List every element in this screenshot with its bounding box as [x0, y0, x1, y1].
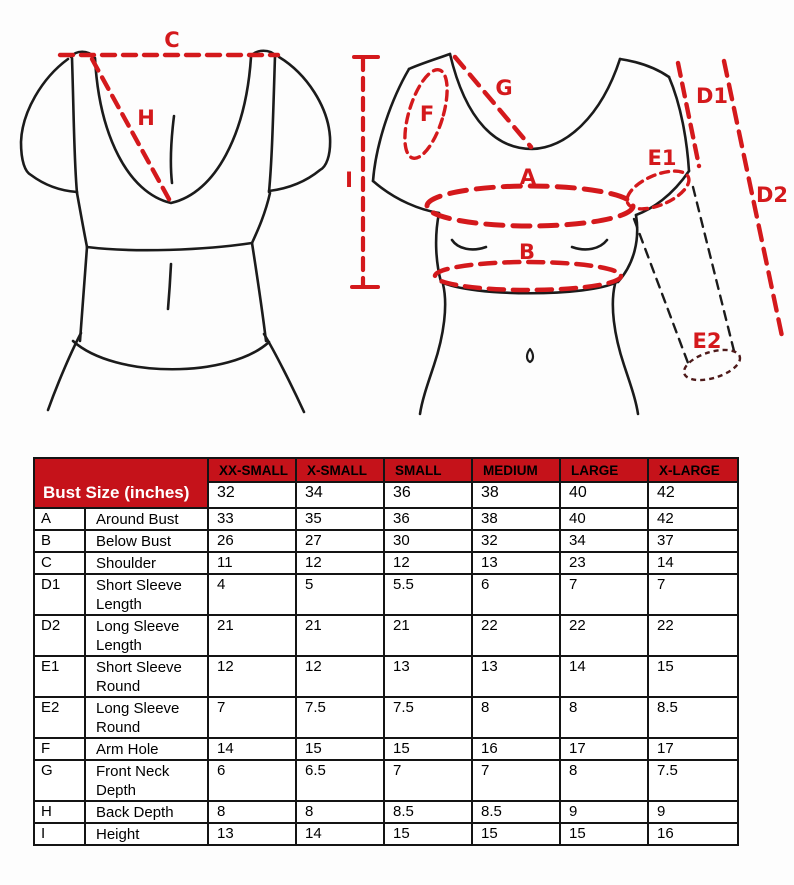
size-header-row: [34, 458, 738, 482]
front-left-sleeve-hem: [373, 181, 439, 213]
measure-code: H: [34, 801, 85, 823]
measure-value: 6: [208, 760, 296, 801]
measure-value: 15: [384, 823, 472, 845]
label-e1: E1: [647, 146, 677, 170]
measure-value: 33: [208, 508, 296, 530]
measure-ellipse-b-below-bust: [435, 262, 621, 290]
front-neckline: [450, 54, 620, 149]
front-right-bust-side: [618, 215, 637, 282]
back-right-sleeve: [269, 57, 330, 191]
back-left-armhole: [72, 58, 77, 193]
measure-value: 14: [296, 823, 384, 845]
measure-ellipse-e1-sleeve-round: [622, 163, 694, 216]
front-left-shoulder: [409, 54, 450, 69]
measure-code: F: [34, 738, 85, 760]
measure-label: Arm Hole: [85, 738, 208, 760]
measure-label: Shoulder: [85, 552, 208, 574]
size-table: [33, 457, 739, 846]
measure-value: 15: [472, 823, 560, 845]
measure-code: B: [34, 530, 85, 552]
navel: [527, 349, 533, 362]
bust-value: 34: [296, 482, 384, 508]
bust-value: 40: [560, 482, 648, 508]
measure-label: Height: [85, 823, 208, 845]
measure-value: 21: [384, 615, 472, 656]
measure-value: 8.5: [384, 801, 472, 823]
measure-value: 15: [648, 656, 738, 697]
back-spine-upper: [171, 116, 174, 183]
measure-value: 7: [560, 574, 648, 615]
measure-value: 14: [560, 656, 648, 697]
front-view-figure: [345, 54, 788, 414]
bust-value: 42: [648, 482, 738, 508]
measure-value: 8: [560, 760, 648, 801]
measure-value: 13: [472, 656, 560, 697]
measure-value: 15: [296, 738, 384, 760]
front-left-lower-side: [420, 284, 445, 414]
measure-value: 36: [384, 508, 472, 530]
measure-line-h-back-depth: [92, 59, 170, 201]
size-col-header-x-large: X-LARGE: [648, 458, 738, 482]
back-right-hip-flare: [264, 334, 304, 412]
long-sleeve-dashed-left-edge: [634, 219, 688, 363]
table-row-f: [34, 738, 738, 760]
measure-value: 8.5: [648, 697, 738, 738]
measure-value: 17: [648, 738, 738, 760]
table-row-d1: [34, 574, 738, 615]
label-e2: E2: [692, 329, 722, 353]
measure-value: 7.5: [296, 697, 384, 738]
measure-value: 17: [560, 738, 648, 760]
table-row-a: [34, 508, 738, 530]
measure-code: A: [34, 508, 85, 530]
measure-value: 35: [296, 508, 384, 530]
table-row-e1: [34, 656, 738, 697]
measure-value: 8: [296, 801, 384, 823]
measure-value: 27: [296, 530, 384, 552]
measure-label: Short Sleeve Length: [85, 574, 208, 615]
back-right-side: [252, 193, 270, 243]
measure-code: E1: [34, 656, 85, 697]
measure-value: 13: [208, 823, 296, 845]
measure-value: 4: [208, 574, 296, 615]
back-left-sleeve: [21, 59, 77, 192]
label-a: A: [519, 165, 537, 189]
measure-label: Long Sleeve Length: [85, 615, 208, 656]
table-row-b: [34, 530, 738, 552]
measure-value: 5: [296, 574, 384, 615]
label-b: B: [518, 240, 536, 264]
measure-value: 12: [296, 552, 384, 574]
table-row-g: [34, 760, 738, 801]
label-c: C: [164, 28, 180, 52]
label-f: F: [419, 102, 435, 126]
back-right-armhole: [269, 56, 275, 192]
measure-value: 8.5: [472, 801, 560, 823]
measure-label: Below Bust: [85, 530, 208, 552]
size-col-header-x-small: X-SMALL: [296, 458, 384, 482]
measure-value: 7: [472, 760, 560, 801]
label-i: I: [345, 168, 353, 192]
measure-value: 6.5: [296, 760, 384, 801]
size-col-header-xx-small: XX-SMALL: [208, 458, 296, 482]
label-d1: D1: [695, 84, 729, 108]
measure-code: E2: [34, 697, 85, 738]
measure-value: 21: [208, 615, 296, 656]
front-right-lower-side: [613, 284, 638, 414]
measure-code: I: [34, 823, 85, 845]
measure-label: Front Neck Depth: [85, 760, 208, 801]
back-bodice-hem: [87, 243, 252, 250]
measure-code: C: [34, 552, 85, 574]
front-right-shoulder: [620, 59, 669, 77]
label-d2: D2: [755, 183, 789, 207]
measure-value: 15: [560, 823, 648, 845]
front-left-sleeve-outer: [373, 69, 409, 181]
measure-value: 37: [648, 530, 738, 552]
bust-value: 36: [384, 482, 472, 508]
back-view-figure: [21, 28, 330, 412]
measure-value: 14: [208, 738, 296, 760]
measure-label: Around Bust: [85, 508, 208, 530]
measure-value: 11: [208, 552, 296, 574]
bust-size-corner-cell: Bust Size (inches): [34, 458, 208, 508]
back-hip-curve: [73, 341, 269, 369]
back-left-waist: [80, 247, 87, 341]
back-left-side: [77, 193, 87, 247]
measure-value: 6: [472, 574, 560, 615]
back-right-waist: [252, 243, 266, 341]
label-g: G: [495, 76, 513, 100]
measure-value: 40: [560, 508, 648, 530]
measure-code: D2: [34, 615, 85, 656]
measure-label: Back Depth: [85, 801, 208, 823]
measure-value: 30: [384, 530, 472, 552]
measure-value: 12: [296, 656, 384, 697]
measure-label: Short Sleeve Round: [85, 656, 208, 697]
measure-value: 8: [560, 697, 648, 738]
measure-value: 26: [208, 530, 296, 552]
back-left-hip-flare: [48, 333, 81, 410]
measure-code: G: [34, 760, 85, 801]
measure-value: 5.5: [384, 574, 472, 615]
measure-value: 7.5: [648, 760, 738, 801]
measure-value: 16: [472, 738, 560, 760]
measure-value: 32: [472, 530, 560, 552]
table-row-i: [34, 823, 738, 845]
bust-value: 32: [208, 482, 296, 508]
measure-value: 14: [648, 552, 738, 574]
front-underbust-arc-right: [572, 240, 607, 249]
measure-value: 9: [648, 801, 738, 823]
measure-value: 22: [560, 615, 648, 656]
measure-value: 22: [472, 615, 560, 656]
measure-value: 12: [208, 656, 296, 697]
measure-value: 7: [208, 697, 296, 738]
measure-label: Long Sleeve Round: [85, 697, 208, 738]
measure-value: 8: [208, 801, 296, 823]
bust-value: 38: [472, 482, 560, 508]
measure-value: 22: [648, 615, 738, 656]
measure-value: 34: [560, 530, 648, 552]
measure-value: 7: [384, 760, 472, 801]
measure-value: 23: [560, 552, 648, 574]
measure-value: 42: [648, 508, 738, 530]
measure-value: 12: [384, 552, 472, 574]
measure-value: 21: [296, 615, 384, 656]
measure-value: 13: [384, 656, 472, 697]
measure-value: 7: [648, 574, 738, 615]
table-row-d2: [34, 615, 738, 656]
measure-value: 7.5: [384, 697, 472, 738]
front-underbust-arc-left: [452, 240, 486, 249]
measure-value: 16: [648, 823, 738, 845]
measure-value: 13: [472, 552, 560, 574]
measure-value: 15: [384, 738, 472, 760]
measure-ellipse-a-around-bust: [427, 186, 633, 226]
measure-value: 9: [560, 801, 648, 823]
measure-code: D1: [34, 574, 85, 615]
measure-value: 38: [472, 508, 560, 530]
size-col-header-medium: MEDIUM: [472, 458, 560, 482]
table-row-c: [34, 552, 738, 574]
measure-value: 8: [472, 697, 560, 738]
size-col-header-large: LARGE: [560, 458, 648, 482]
table-row-e2: [34, 697, 738, 738]
table-row-h: [34, 801, 738, 823]
label-h: H: [137, 106, 155, 130]
back-spine-lower: [168, 264, 171, 309]
size-col-header-small: SMALL: [384, 458, 472, 482]
